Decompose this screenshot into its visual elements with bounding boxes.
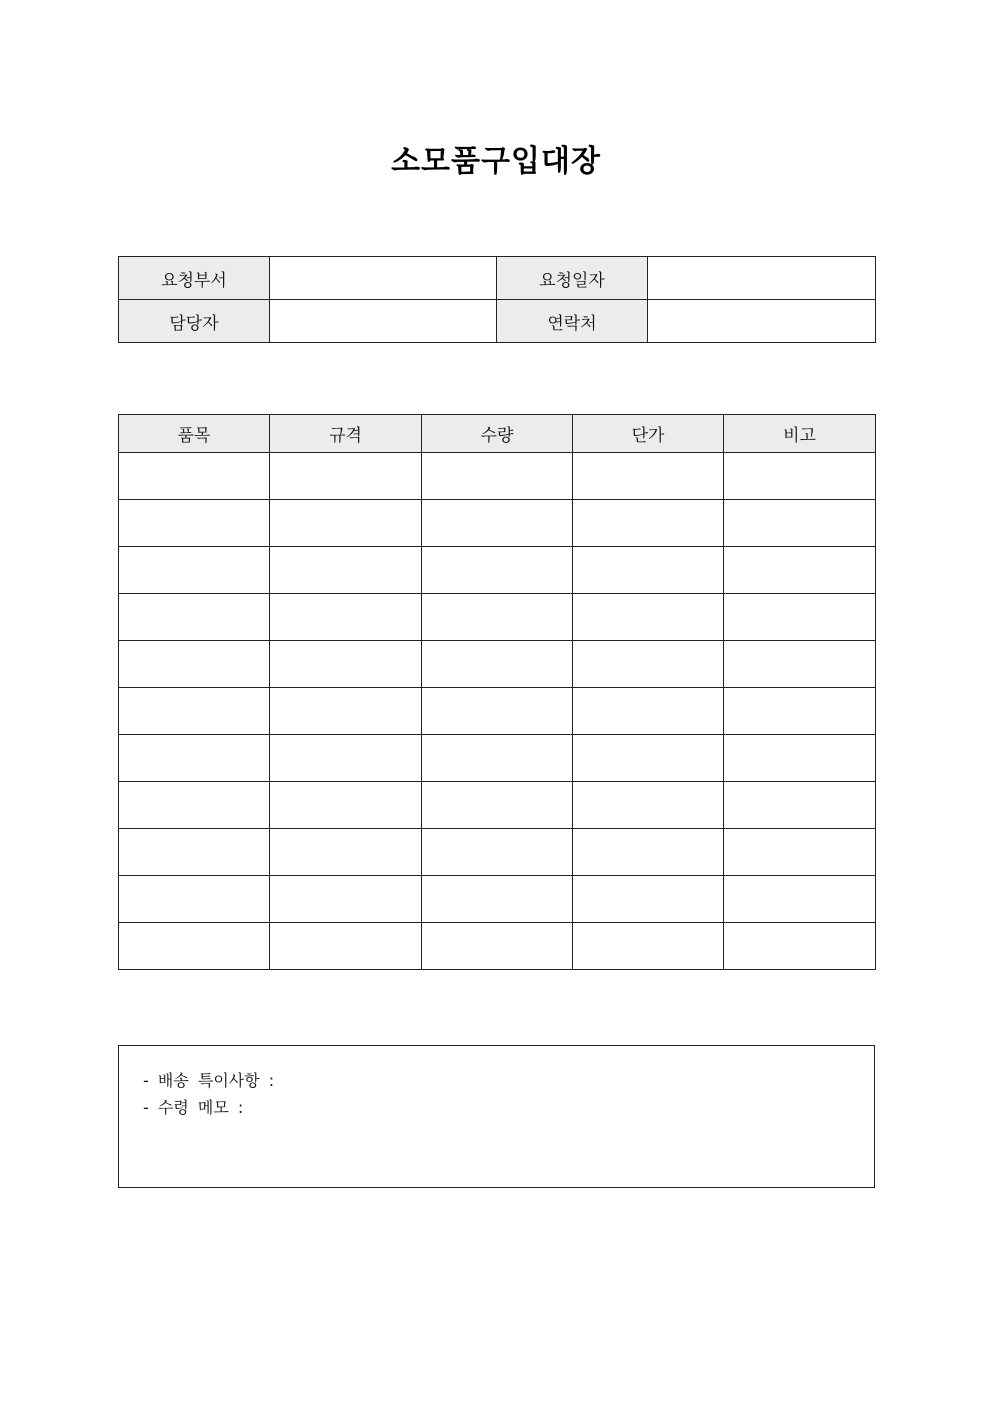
header-quantity: 수량 xyxy=(422,415,573,453)
contact-field[interactable] xyxy=(648,300,876,343)
memo-box xyxy=(118,1045,875,1188)
cell-quantity[interactable] xyxy=(422,641,573,688)
cell-spec[interactable] xyxy=(270,735,422,782)
cell-unit-price[interactable] xyxy=(573,594,724,641)
cell-item[interactable] xyxy=(119,547,270,594)
cell-spec[interactable] xyxy=(270,923,422,970)
cell-item[interactable] xyxy=(119,500,270,547)
cell-spec[interactable] xyxy=(270,782,422,829)
cell-item[interactable] xyxy=(119,641,270,688)
items-body xyxy=(119,453,876,970)
cell-unit-price[interactable] xyxy=(573,547,724,594)
cell-unit-price[interactable] xyxy=(573,500,724,547)
table-row xyxy=(119,453,876,500)
cell-unit-price[interactable] xyxy=(573,782,724,829)
header-item: 품목 xyxy=(119,415,270,453)
cell-item[interactable] xyxy=(119,594,270,641)
table-row xyxy=(119,641,876,688)
manager-label: 담당자 xyxy=(119,300,270,343)
cell-item[interactable] xyxy=(119,923,270,970)
cell-spec[interactable] xyxy=(270,829,422,876)
header-unit-price: 단가 xyxy=(573,415,724,453)
cell-unit-price[interactable] xyxy=(573,735,724,782)
items-header-row xyxy=(119,415,876,453)
cell-item[interactable] xyxy=(119,688,270,735)
cell-quantity[interactable] xyxy=(422,688,573,735)
cell-remarks[interactable] xyxy=(724,923,876,970)
cell-remarks[interactable] xyxy=(724,641,876,688)
cell-remarks[interactable] xyxy=(724,876,876,923)
table-row xyxy=(119,876,876,923)
items-table xyxy=(118,414,876,970)
table-row xyxy=(119,547,876,594)
info-row xyxy=(119,300,876,343)
cell-spec[interactable] xyxy=(270,594,422,641)
table-row xyxy=(119,500,876,547)
receipt-memo-label: - 수령 메모 : xyxy=(143,1098,244,1117)
cell-item[interactable] xyxy=(119,453,270,500)
contact-label: 연락처 xyxy=(497,300,648,343)
cell-quantity[interactable] xyxy=(422,453,573,500)
cell-quantity[interactable] xyxy=(422,829,573,876)
cell-quantity[interactable] xyxy=(422,782,573,829)
cell-remarks[interactable] xyxy=(724,829,876,876)
cell-spec[interactable] xyxy=(270,500,422,547)
cell-remarks[interactable] xyxy=(724,453,876,500)
cell-spec[interactable] xyxy=(270,641,422,688)
cell-spec[interactable] xyxy=(270,688,422,735)
request-dept-label: 요청부서 xyxy=(119,257,270,300)
cell-remarks[interactable] xyxy=(724,688,876,735)
cell-unit-price[interactable] xyxy=(573,688,724,735)
cell-remarks[interactable] xyxy=(724,735,876,782)
cell-quantity[interactable] xyxy=(422,500,573,547)
cell-quantity[interactable] xyxy=(422,923,573,970)
cell-item[interactable] xyxy=(119,876,270,923)
cell-quantity[interactable] xyxy=(422,547,573,594)
table-row xyxy=(119,735,876,782)
cell-item[interactable] xyxy=(119,829,270,876)
table-row xyxy=(119,923,876,970)
request-info-table xyxy=(118,256,876,343)
cell-unit-price[interactable] xyxy=(573,923,724,970)
cell-quantity[interactable] xyxy=(422,876,573,923)
table-row xyxy=(119,594,876,641)
table-row xyxy=(119,688,876,735)
cell-quantity[interactable] xyxy=(422,594,573,641)
info-row xyxy=(119,257,876,300)
manager-field[interactable] xyxy=(270,300,497,343)
cell-remarks[interactable] xyxy=(724,500,876,547)
cell-remarks[interactable] xyxy=(724,782,876,829)
cell-remarks[interactable] xyxy=(724,594,876,641)
cell-unit-price[interactable] xyxy=(573,829,724,876)
cell-spec[interactable] xyxy=(270,453,422,500)
cell-unit-price[interactable] xyxy=(573,453,724,500)
cell-remarks[interactable] xyxy=(724,547,876,594)
request-date-field[interactable] xyxy=(648,257,876,300)
header-remarks: 비고 xyxy=(724,415,876,453)
delivery-note-label: - 배송 특이사항 : xyxy=(143,1071,275,1090)
request-date-label: 요청일자 xyxy=(497,257,648,300)
cell-spec[interactable] xyxy=(270,876,422,923)
cell-item[interactable] xyxy=(119,735,270,782)
request-dept-field[interactable] xyxy=(270,257,497,300)
cell-spec[interactable] xyxy=(270,547,422,594)
cell-quantity[interactable] xyxy=(422,735,573,782)
table-row xyxy=(119,782,876,829)
document-title: 소모품구입대장 xyxy=(391,144,601,179)
cell-unit-price[interactable] xyxy=(573,876,724,923)
table-row xyxy=(119,829,876,876)
header-spec: 규격 xyxy=(270,415,422,453)
cell-unit-price[interactable] xyxy=(573,641,724,688)
cell-item[interactable] xyxy=(119,782,270,829)
